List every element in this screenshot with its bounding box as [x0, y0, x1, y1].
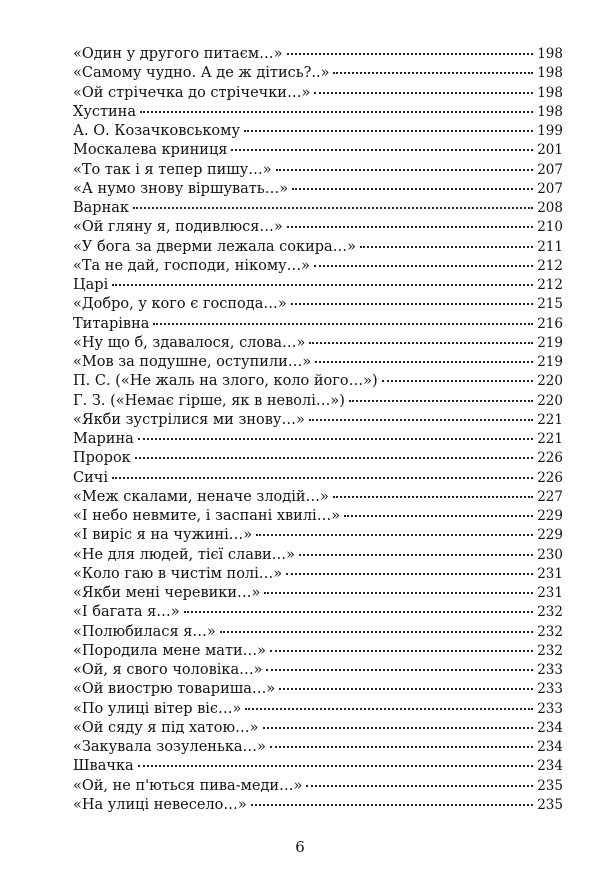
toc-entry-page: 221	[537, 431, 563, 447]
dot-leader	[279, 688, 533, 690]
toc-entry-page: 235	[537, 777, 563, 794]
dot-leader	[360, 246, 533, 248]
toc-entry-title: «Ой, не п'ються пива-меди…»	[73, 777, 303, 794]
dot-leader	[138, 438, 533, 440]
toc-entry	[73, 161, 563, 180]
dot-leader	[153, 323, 533, 325]
toc-entry-title: Хустина	[73, 103, 136, 120]
dot-leader	[287, 53, 534, 55]
dot-leader	[287, 226, 533, 228]
toc-entry-page: 208	[537, 200, 563, 216]
toc-entry	[73, 276, 563, 295]
toc-entry-title: «Ой стрічечка до стрічечки…»	[73, 84, 311, 101]
toc-entry	[73, 315, 563, 334]
dot-leader	[291, 303, 533, 305]
toc-entry-page: 198	[537, 84, 563, 101]
dot-leader	[112, 284, 533, 286]
toc-entry-page: 207	[537, 161, 563, 178]
toc-entry	[73, 411, 563, 430]
toc-entry-page: 210	[537, 219, 563, 236]
toc-entry	[73, 334, 563, 353]
toc-entry-page: 232	[537, 642, 563, 659]
toc-entry	[73, 526, 563, 545]
toc-entry-page: 198	[537, 65, 563, 82]
dot-leader	[382, 380, 534, 382]
dot-leader	[309, 419, 533, 421]
toc-entry-page: 230	[537, 546, 563, 563]
toc-entry-title: «По улиці вітер віє…»	[73, 700, 242, 717]
toc-entry-page: 232	[537, 604, 563, 621]
toc-entry	[73, 757, 563, 776]
dot-leader	[314, 265, 533, 267]
dot-leader	[349, 400, 533, 402]
toc-entry	[73, 488, 563, 507]
toc-entry-page: 212	[537, 257, 563, 274]
toc-entry-page: 231	[537, 565, 563, 582]
toc-entry-title: «Ну що б, здавалося, слова…»	[73, 334, 306, 351]
toc-entry-title: Царі	[73, 277, 109, 293]
dot-leader	[314, 92, 533, 94]
toc-entry-page: 207	[537, 180, 563, 197]
table-of-contents	[73, 45, 563, 815]
toc-entry-page: 198	[537, 103, 563, 120]
toc-entry	[73, 738, 563, 757]
toc-entry-page: 212	[537, 277, 563, 293]
toc-entry-title: «Мов за подушне, оступили…»	[73, 354, 312, 370]
toc-entry-page: 220	[537, 373, 563, 390]
toc-entry-page: 216	[537, 315, 563, 332]
toc-entry-page: 220	[537, 392, 563, 409]
toc-entry-title: «Ой сяду я під хатою…»	[73, 719, 259, 736]
toc-entry-title: «Ой виострю товариша…»	[73, 681, 276, 698]
toc-entry-page: 219	[537, 334, 563, 351]
toc-entry-page: 215	[537, 296, 563, 313]
dot-leader	[133, 207, 533, 209]
toc-entry-title: «Та не дай, господи, нікому…»	[73, 257, 311, 274]
toc-entry-title: «На улиці невесело…»	[73, 796, 247, 813]
toc-entry-title: «Коло гаю в чистім полі…»	[73, 565, 283, 582]
toc-entry-title: Сичі	[73, 469, 108, 486]
dot-leader	[263, 727, 534, 729]
toc-entry	[73, 623, 563, 642]
toc-entry-title: «Ой гляну я, подивлюся…»	[73, 219, 283, 236]
toc-entry-page: 232	[537, 623, 563, 640]
toc-entry	[73, 700, 563, 719]
toc-entry-title: «Меж скалами, неначе злодій…»	[73, 488, 329, 505]
toc-entry-title: П. С. («Не жаль на злого, коло його…»)	[73, 373, 378, 390]
dot-leader	[264, 592, 533, 594]
toc-entry-title: «Один у другого питаєм…»	[73, 46, 283, 62]
dot-leader	[245, 708, 533, 710]
toc-entry-title: «Якби зустрілися ми знову…»	[73, 411, 305, 428]
toc-entry	[73, 777, 563, 796]
dot-leader	[251, 804, 533, 806]
toc-entry	[73, 584, 563, 603]
toc-entry-page: 226	[537, 469, 563, 486]
toc-entry-page: 233	[537, 662, 563, 678]
toc-entry-page: 221	[537, 411, 563, 428]
dot-leader	[333, 496, 533, 498]
toc-entry-page: 201	[537, 142, 563, 159]
dot-leader	[112, 477, 533, 479]
toc-entry	[73, 353, 563, 372]
dot-leader	[266, 669, 533, 671]
dot-leader	[286, 573, 533, 575]
toc-entry	[73, 372, 563, 391]
toc-entry	[73, 449, 563, 468]
dot-leader	[299, 554, 533, 556]
toc-entry	[73, 238, 563, 257]
toc-entry	[73, 199, 563, 218]
toc-entry-page: 226	[537, 450, 563, 467]
toc-entry-page: 229	[537, 508, 563, 524]
toc-entry	[73, 103, 563, 122]
toc-entry-page: 211	[537, 238, 563, 255]
toc-entry-title: «А нумо знову віршувать…»	[73, 180, 289, 197]
dot-leader	[276, 169, 534, 171]
page-number: 6	[295, 838, 305, 856]
toc-entry	[73, 603, 563, 622]
toc-entry-title: «Закувала зозуленька…»	[73, 739, 266, 755]
dot-leader	[315, 361, 533, 363]
dot-leader	[140, 111, 533, 113]
toc-entry-page: 231	[537, 585, 563, 601]
toc-entry-title: Пророк	[73, 450, 131, 467]
toc-entry-title: Швачка	[73, 758, 134, 775]
toc-entry-title: Титарівна	[73, 315, 150, 332]
dot-leader	[256, 534, 533, 536]
toc-entry-title: «Не для людей, тієї слави…»	[73, 546, 296, 563]
toc-entry-title: «То так і я тепер пишу…»	[73, 161, 272, 178]
toc-entry-page: 234	[537, 758, 563, 775]
toc-entry-title: «У бога за дверми лежала сокира…»	[73, 238, 357, 255]
toc-entry	[73, 719, 563, 738]
toc-entry	[73, 796, 563, 815]
toc-entry	[73, 507, 563, 526]
toc-entry	[73, 257, 563, 276]
toc-entry-page: 233	[537, 681, 563, 698]
toc-entry-page: 229	[537, 527, 563, 544]
dot-leader	[270, 746, 533, 748]
toc-entry-page: 219	[537, 354, 563, 370]
toc-entry-page: 234	[537, 719, 563, 736]
toc-entry-title: «І небо невмите, і заспані хвилі…»	[73, 508, 341, 524]
toc-entry	[73, 680, 563, 699]
toc-entry	[73, 295, 563, 314]
toc-entry-page: 234	[537, 739, 563, 755]
toc-entry	[73, 392, 563, 411]
toc-entry-title: «Самому чудно. А де ж дітись?..»	[73, 65, 330, 82]
dot-leader	[333, 72, 533, 74]
toc-entry-title: «Ой, я свого чоловіка…»	[73, 662, 263, 678]
toc-entry	[73, 84, 563, 103]
toc-entry-title: Марина	[73, 431, 134, 447]
toc-entry	[73, 661, 563, 680]
toc-entry-title: «Якби мені черевики…»	[73, 585, 261, 601]
toc-entry-title: А. О. Козачковському	[73, 123, 240, 139]
dot-leader	[244, 130, 533, 132]
dot-leader	[344, 515, 533, 517]
toc-entry-title: «І виріс я на чужині…»	[73, 527, 253, 544]
dot-leader	[184, 611, 534, 613]
toc-entry	[73, 64, 563, 83]
toc-entry	[73, 141, 563, 160]
toc-entry	[73, 122, 563, 141]
toc-entry	[73, 218, 563, 237]
toc-entry-page: 199	[537, 123, 563, 139]
dot-leader	[270, 650, 533, 652]
toc-entry-title: «Полюбилася я…»	[73, 623, 216, 640]
toc-entry-page: 198	[537, 46, 563, 62]
toc-entry-title: «І багата я…»	[73, 604, 180, 621]
toc-entry	[73, 430, 563, 449]
toc-entry	[73, 45, 563, 64]
toc-entry	[73, 180, 563, 199]
dot-leader	[292, 188, 533, 190]
toc-entry	[73, 546, 563, 565]
toc-entry	[73, 565, 563, 584]
toc-entry-page: 235	[537, 796, 563, 813]
dot-leader	[220, 631, 533, 633]
dot-leader	[231, 149, 533, 151]
toc-entry-page: 233	[537, 700, 563, 717]
toc-entry-page: 227	[537, 488, 563, 505]
toc-entry-title: Москалева криниця	[73, 142, 228, 159]
toc-entry	[73, 642, 563, 661]
toc-entry-title: Г. З. («Немає гірше, як в неволі…»)	[73, 392, 345, 409]
toc-entry-title: «Породила мене мати…»	[73, 642, 267, 659]
toc-entry-title: «Добро, у кого є господа…»	[73, 296, 287, 313]
dot-leader	[309, 342, 533, 344]
dot-leader	[306, 785, 533, 787]
toc-entry	[73, 469, 563, 488]
dot-leader	[135, 457, 533, 459]
dot-leader	[138, 765, 534, 767]
toc-entry-title: Варнак	[73, 200, 129, 216]
